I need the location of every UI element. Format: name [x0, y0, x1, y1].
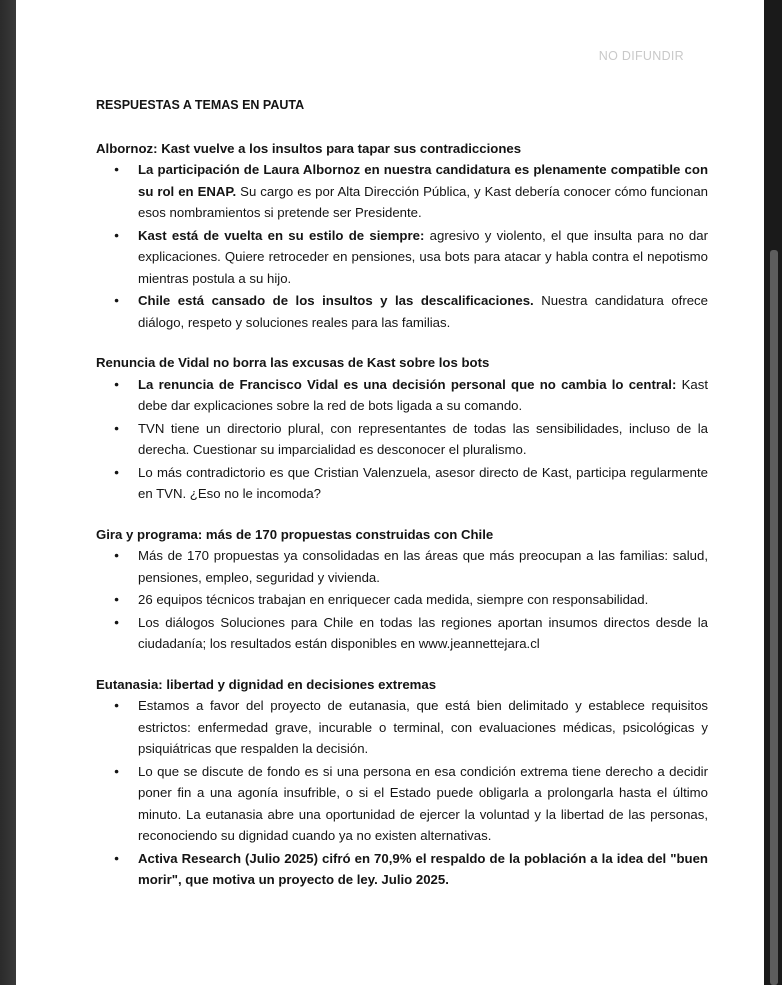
section-albornoz	[96, 138, 708, 334]
list-item	[96, 290, 708, 333]
section-heading: Eutanasia: libertad y dignidad en decisiones extremas	[96, 676, 437, 692]
bullet-list	[96, 545, 708, 655]
item-text: Su cargo es por Alta Dirección Pública, y Kast debería conocer cómo funcionan esos nombramientos si pretende ser Presidente.	[138, 183, 708, 220]
item-text: Estamos a favor del proyecto de eutanasia, que está bien delimitado y establece requisitos estrictos: enfermedad grave, incurable o terminal, con evaluaciones médicas, psicológicas y psiquiátricas que respalden la decisión.	[138, 698, 708, 756]
watermark: NO DIFUNDIR	[598, 49, 684, 63]
list-item	[96, 159, 708, 224]
list-item	[96, 374, 708, 417]
bold-lead: La participación de Laura Albornoz en nuestra candidatura es plenamente compatible con su rol en ENAP.	[138, 162, 708, 199]
item-text: 26 equipos técnicos trabajan en enriquecer cada medida, siempre con responsabilidad.	[138, 592, 649, 607]
section-gira	[96, 524, 708, 655]
section-eutanasia	[96, 674, 708, 891]
bold-lead: Activa Research (Julio 2025) cifró en 70,9% el respaldo de la población a la idea del "buen morir", que motiva un proyecto de ley. Julio 2025.	[138, 850, 708, 887]
item-text: Más de 170 propuestas ya consolidadas en las áreas que más preocupan a las familias: salud, pensiones, empleo, seguridad y vivienda.	[138, 548, 708, 585]
item-text: Lo más contradictorio es que Cristian Valenzuela, asesor directo de Kast, participa regularmente en TVN. ¿Eso no le incomoda?	[138, 464, 708, 501]
list-item	[96, 848, 708, 891]
item-text: Lo que se discute de fondo es si una persona en esa condición extrema tiene derecho a decidir poner fin a una agonía insufrible, o si el Estado puede obligarla a prolongarla hasta el último minuto. La eutanasia abre una oportunidad de ejercer la voluntad y la libertad de las personas, reconociendo su dignidad cuando ya no existen alternativas.	[138, 763, 708, 843]
list-item	[96, 612, 708, 655]
list-item	[96, 695, 708, 760]
document-title: RESPUESTAS A TEMAS EN PAUTA	[96, 98, 305, 112]
section-heading: Albornoz: Kast vuelve a los insultos para tapar sus contradicciones	[96, 140, 522, 156]
item-text: Kast debe dar explicaciones sobre la red de bots ligada a su comando.	[138, 376, 708, 413]
list-item	[96, 225, 708, 290]
section-vidal	[96, 352, 708, 505]
bold-lead: Chile está cansado de los insultos y las descalificaciones.	[138, 293, 534, 308]
list-item	[96, 589, 708, 611]
bullet-list	[96, 695, 708, 891]
item-text: TVN tiene un directorio plural, con representantes de todas las sensibilidades, incluso de la derecha. Cuestionar su imparcialidad es desconocer el pluralismo.	[138, 420, 708, 457]
list-item	[96, 418, 708, 461]
vertical-scrollbar[interactable]	[770, 250, 778, 985]
list-item	[96, 462, 708, 505]
item-text: agresivo y violento, el que insulta para no dar explicaciones. Quiere retroceder en pensiones, usa bots para atacar y habla contra el nepotismo mientras postula a su hijo.	[138, 227, 708, 286]
item-text: Nuestra candidatura ofrece diálogo, respeto y soluciones reales para las familias.	[138, 293, 708, 330]
item-text: Los diálogos Soluciones para Chile en todas las regiones aportan insumos directos desde la ciudadanía; los resultados están disponibles en www.jeannettejara.cl	[138, 614, 708, 651]
list-item	[96, 545, 708, 588]
viewer-frame-left	[0, 0, 16, 985]
bold-lead: Kast está de vuelta en su estilo de siempre:	[138, 227, 425, 243]
bold-lead: La renuncia de Francisco Vidal es una decisión personal que no cambia lo central:	[138, 376, 677, 392]
viewer-frame-right	[764, 0, 782, 985]
bullet-list	[96, 374, 708, 505]
list-item	[96, 761, 708, 847]
section-heading: Renuncia de Vidal no borra las excusas de Kast sobre los bots	[96, 355, 490, 370]
document-page	[16, 0, 768, 985]
section-heading: Gira y programa: más de 170 propuestas construidas con Chile	[96, 526, 494, 542]
bullet-list	[96, 159, 708, 333]
